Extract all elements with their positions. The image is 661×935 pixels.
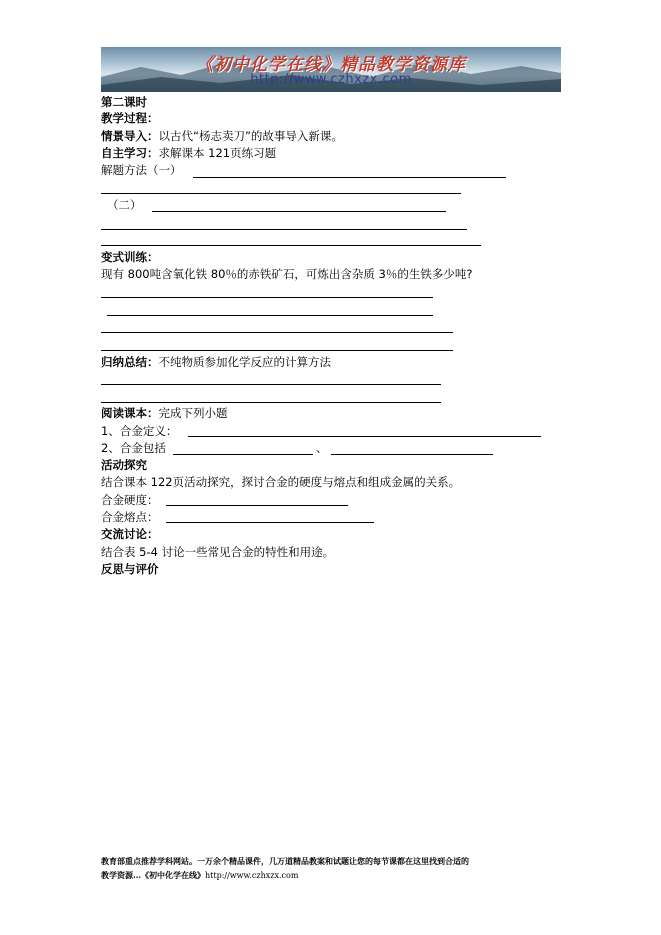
melting-label: 合金熔点： <box>101 510 159 524</box>
footer-line-2 <box>101 868 571 883</box>
self-study <box>101 146 276 160</box>
answer-blank <box>101 193 461 194</box>
variant-heading: 变式训练： <box>101 250 159 264</box>
answer-blank <box>173 454 313 455</box>
self-study-label: 自主学习： <box>101 146 159 160</box>
discussion-heading: 交流讨论： <box>101 527 159 541</box>
answer-blank <box>166 505 348 506</box>
scene-intro <box>101 129 343 143</box>
answer-blank <box>101 350 453 351</box>
answer-blank <box>188 436 541 437</box>
answer-blank <box>101 402 441 403</box>
self-study-text: 求解课本 121页练习题 <box>158 146 277 160</box>
process-heading: 教学过程： <box>101 111 159 125</box>
answer-blank <box>193 177 506 178</box>
answer-blank <box>101 245 481 246</box>
page-footer <box>101 854 571 883</box>
summary-label: 归纳总结： <box>101 355 159 369</box>
summary <box>101 355 331 369</box>
answer-blank <box>152 211 446 212</box>
discussion-text: 结合表 5-4 讨论一些常见合金的特性和用途。 <box>101 545 335 559</box>
activity-text: 结合课本 122页活动探究，探讨合金的硬度与熔点和组成金属的关系。 <box>101 475 461 489</box>
hardness-label: 合金硬度： <box>101 493 159 507</box>
banner-url[interactable]: http://www.czhxzx.com <box>250 72 412 87</box>
reading-label: 阅读课本： <box>101 406 159 420</box>
footer-line-1: 教育部重点推荐学科网站。一万余个精品课件，几万道精品教案和试题让您的每节课都在这里找到合适的 <box>101 856 469 866</box>
question-2-separator: 、 <box>316 441 328 455</box>
method-two-label: （二） <box>107 198 142 212</box>
answer-blank <box>101 229 467 230</box>
scene-label: 情景导入： <box>101 129 159 143</box>
answer-blank <box>107 315 433 316</box>
variant-question: 现有 800吨含氧化铁 80％的赤铁矿石，可炼出含杂质 3％的生铁多少吨? <box>101 267 473 281</box>
answer-blank <box>101 384 441 385</box>
answer-blank <box>166 522 374 523</box>
header-banner <box>101 47 561 92</box>
reading <box>101 406 228 420</box>
lesson-heading: 第二课时 <box>101 95 147 109</box>
scene-text: 以古代“杨志卖刀”的故事导入新课。 <box>158 129 343 143</box>
summary-text: 不纯物质参加化学反应的计算方法 <box>158 355 331 369</box>
reading-text: 完成下列小题 <box>158 406 228 420</box>
method-one-label: 解题方法（一） <box>101 163 182 177</box>
footer-site-name: 教学资源…《初中化学在线》 <box>101 870 205 880</box>
answer-blank <box>101 332 453 333</box>
footer-url[interactable]: http://www.czhxzx.com <box>205 871 299 880</box>
answer-blank <box>331 454 493 455</box>
question-1-label: 1、合金定义： <box>101 424 178 438</box>
activity-heading: 活动探究 <box>101 458 147 472</box>
answer-blank <box>101 297 433 298</box>
banner-title: 《初中化学在线》精品教学资源库 <box>196 55 466 75</box>
reflection-heading: 反思与评价 <box>101 562 159 576</box>
question-2-label: 2、合金包括 <box>101 441 166 455</box>
